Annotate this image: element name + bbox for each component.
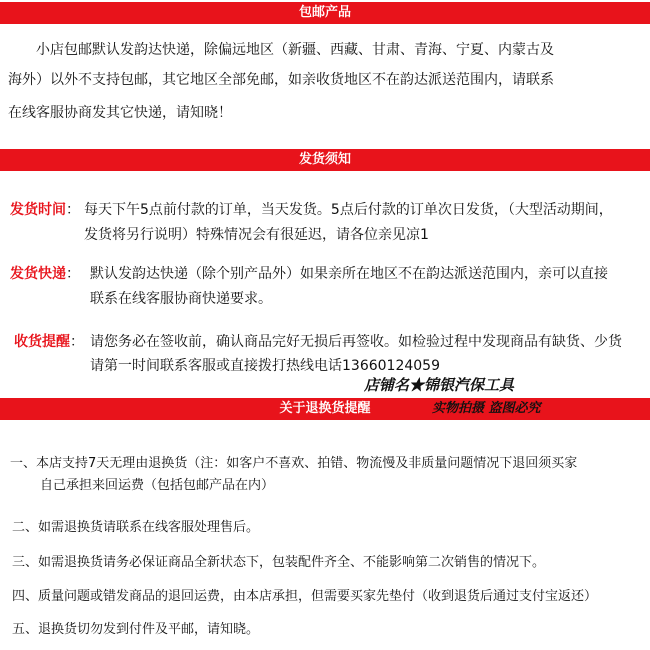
notice-sep: ： (66, 202, 80, 218)
star-icon: ★ (409, 376, 425, 394)
banner-title: 发货须知 (298, 152, 351, 167)
notice-line: 默认发韵达快递（除个别产品外）如果亲所在地区不在韵达派送范围内，亲可以直接 (90, 266, 608, 282)
notice-line: 请第一时间联系客服或直接拨打热线电话13660124059 (90, 358, 440, 374)
notice-line: 请您务必在签收前，确认商品完好无损后再签收。如检验过程中发现商品有缺货、少货 (90, 334, 622, 350)
notice-label: 发货时间 (10, 202, 66, 218)
policy-line: 二、如需退换货请联系在线客服处理售后。 (12, 520, 260, 535)
policy-line: 三、如需退换货请务必保证商品全新状态下，包装配件齐全、不能影响第二次销售的情况下。 (12, 555, 546, 570)
policy-line: 一、本店支持7天无理由退换货（注：如客户不喜欢、拍错、物流慢及非质量问题情况下退回须买家 (10, 456, 578, 471)
paragraph-line: 小店包邮默认发韵达快递，除偏远地区（新疆、西藏、甘肃、青海、宁夏、内蒙古及 (36, 42, 554, 58)
notice-line: 发货将另行说明）特殊情况会有很延迟，请各位亲见凉1 (84, 227, 429, 243)
notice-label: 收货提醒 (14, 334, 70, 350)
notice-label: 发货快递 (10, 266, 66, 282)
shop-brand: 锦银汽保工具 (424, 376, 515, 394)
banner-free-shipping (0, 2, 650, 24)
notice-item (10, 262, 80, 286)
policy-line: 五、退换货切勿发到付件及平邮，请知晓。 (12, 622, 260, 637)
notice-sep: ： (70, 334, 84, 350)
notice-line: 每天下午5点前付款的订单，当天发货。5点后付款的订单次日发货，（大型活动期间， (84, 202, 613, 218)
paragraph-line: 在线客服协商发其它快递，请知晓！ (8, 105, 232, 121)
notice-sep: ： (66, 266, 80, 282)
policy-line: 四、质量问题或错发商品的退回运费，由本店承担，但需要买家先垫付（收到退货后通过支付宝返还） (12, 589, 598, 604)
notice-item (10, 198, 80, 222)
banner-shipping-notice (0, 149, 650, 171)
banner-title: 包邮产品 (298, 5, 351, 20)
watermark-note: 实物拍摄 盗图必究 (432, 401, 541, 416)
paragraph-line: 海外）以外不支持包邮，其它地区全部免邮，如亲收货地区不在韵达派送范围内，请联系 (8, 72, 554, 88)
notice-line: 联系在线客服协商快递要求。 (90, 291, 272, 307)
notice-item (14, 330, 84, 354)
policy-line: 自己承担来回运费（包括包邮产品在内） (40, 478, 275, 493)
banner-title: 关于退换货提醒 (279, 401, 371, 416)
banner-return-policy (0, 398, 650, 420)
shop-name-stamp (364, 374, 514, 395)
shop-name: 店铺名 (364, 376, 410, 394)
